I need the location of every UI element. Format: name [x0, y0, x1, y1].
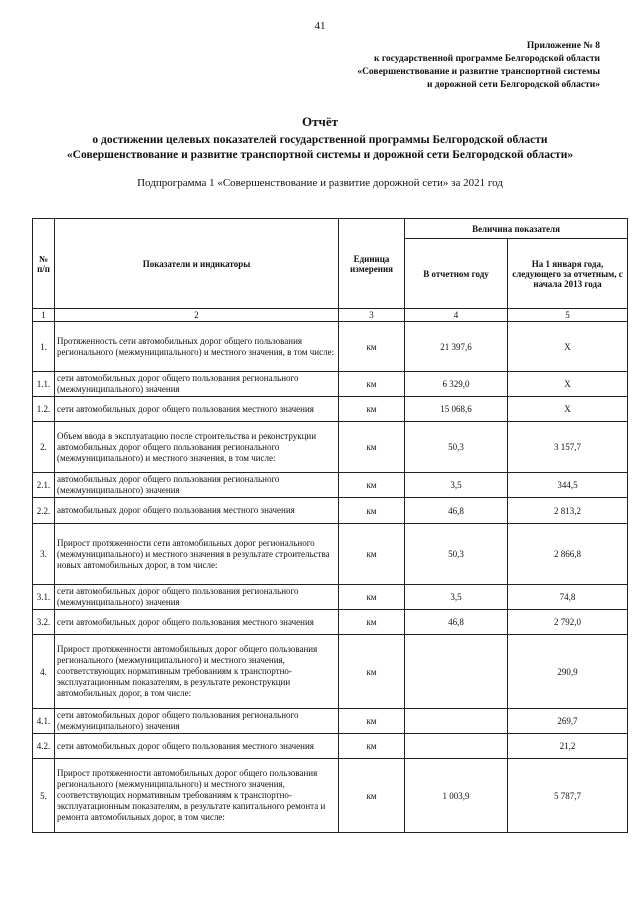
row-number: 4.1.: [33, 709, 55, 734]
reporting-year-value: 15 068,6: [405, 397, 508, 422]
column-number: 2: [55, 309, 339, 322]
indicator-name: автомобильных дорог общего пользования местного значения: [55, 498, 339, 524]
reporting-year-value: 46,8: [405, 498, 508, 524]
cumulative-value: 3 157,7: [508, 422, 628, 473]
column-number: 4: [405, 309, 508, 322]
cumulative-value: Х: [508, 322, 628, 372]
unit: км: [339, 585, 405, 610]
unit: км: [339, 397, 405, 422]
reporting-year-value: [405, 635, 508, 709]
indicator-name: сети автомобильных дорог общего пользования местного значения: [55, 397, 339, 422]
table-row: [33, 635, 628, 709]
table-row: [33, 610, 628, 635]
header-reporting-year: В отчетном году: [405, 239, 508, 309]
cumulative-value: 290,9: [508, 635, 628, 709]
cumulative-value: Х: [508, 372, 628, 397]
header-since-2013: На 1 января года, следующего за отчетным, с начала 2013 года: [508, 239, 628, 309]
table-row: [33, 759, 628, 833]
table-row: [33, 709, 628, 734]
unit: км: [339, 498, 405, 524]
unit: км: [339, 322, 405, 372]
indicator-name: автомобильных дорог общего пользования регионального (межмуниципального) значения: [55, 473, 339, 498]
indicator-name: сети автомобильных дорог общего пользования местного значения: [55, 610, 339, 635]
row-number: 1.1.: [33, 372, 55, 397]
cumulative-value: 21,2: [508, 734, 628, 759]
cumulative-value: 2 813,2: [508, 498, 628, 524]
reporting-year-value: 3,5: [405, 473, 508, 498]
row-number: 1.: [33, 322, 55, 372]
cumulative-value: 2 792,0: [508, 610, 628, 635]
appendix-line-3: «Совершенствование и развитие транспортной системы: [357, 67, 600, 77]
appendix-line-1: Приложение № 8: [526, 41, 600, 51]
indicators-table: [32, 218, 628, 833]
cumulative-value: 5 787,7: [508, 759, 628, 833]
unit: км: [339, 610, 405, 635]
unit: км: [339, 524, 405, 585]
header-unit: Единица измерения: [339, 219, 405, 309]
cumulative-value: 2 866,8: [508, 524, 628, 585]
column-number: 5: [508, 309, 628, 322]
unit: км: [339, 759, 405, 833]
unit: км: [339, 734, 405, 759]
row-number: 4.2.: [33, 734, 55, 759]
row-number: 3.2.: [33, 610, 55, 635]
indicator-name: сети автомобильных дорог общего пользования местного значения: [55, 734, 339, 759]
row-number: 3.: [33, 524, 55, 585]
indicator-name: Объем ввода в эксплуатацию после строительства и реконструкции автомобильных дорог общего пользования регионального (межмуниципального) и местного значения, в том числе:: [55, 422, 339, 473]
table-row: [33, 322, 628, 372]
row-number: 3.1.: [33, 585, 55, 610]
table-row: [33, 734, 628, 759]
table-row: [33, 372, 628, 397]
appendix-line-4: и дорожной сети Белгородской области»: [426, 80, 600, 90]
reporting-year-value: [405, 709, 508, 734]
row-number: 4.: [33, 635, 55, 709]
header-num: № п/п: [33, 219, 55, 309]
indicator-name: сети автомобильных дорог общего пользования регионального (межмуниципального) значения: [55, 585, 339, 610]
row-number: 2.: [33, 422, 55, 473]
column-number-row: [33, 309, 628, 322]
unit: км: [339, 473, 405, 498]
table-row: [33, 585, 628, 610]
cumulative-value: 344,5: [508, 473, 628, 498]
page-number: 41: [314, 20, 326, 32]
appendix-line-2: к государственной программе Белгородской области: [373, 54, 600, 64]
report-title: Отчёт: [302, 114, 338, 129]
subprogram-title: Подпрограмма 1 «Совершенствование и развитие дорожной сети» за 2021 год: [137, 177, 503, 189]
table-row: [33, 422, 628, 473]
row-number: 2.1.: [33, 473, 55, 498]
cumulative-value: 74,8: [508, 585, 628, 610]
row-number: 2.2.: [33, 498, 55, 524]
unit: км: [339, 372, 405, 397]
table-row: [33, 524, 628, 585]
row-number: 1.2.: [33, 397, 55, 422]
indicator-name: Прирост протяженности автомобильных дорог общего пользования регионального (межмуниципального) и местного значения, соответствующих нормативным требованиям к транспортно-эксплуатационным показателям, в результате капитального ремонта и ремонта автомобильных дорог, в том числе:: [55, 759, 339, 833]
indicator-name: сети автомобильных дорог общего пользования регионального (межмуниципального) значения: [55, 709, 339, 734]
reporting-year-value: 21 397,6: [405, 322, 508, 372]
unit: км: [339, 422, 405, 473]
table-row: [33, 397, 628, 422]
table-row: [33, 498, 628, 524]
reporting-year-value: 6 329,0: [405, 372, 508, 397]
indicator-name: Прирост протяженности сети автомобильных дорог регионального (межмуниципального) и местного значения в результате строительства новых автомобильных дорог, в том числе:: [55, 524, 339, 585]
cumulative-value: 269,7: [508, 709, 628, 734]
reporting-year-value: 46,8: [405, 610, 508, 635]
table-row: [33, 473, 628, 498]
report-subtitle: [0, 133, 640, 163]
column-number: 1: [33, 309, 55, 322]
indicator-name: сети автомобильных дорог общего пользования регионального (межмуниципального) значения: [55, 372, 339, 397]
column-number: 3: [339, 309, 405, 322]
report-subtitle-line-1: о достижении целевых показателей государственной программы Белгородской области: [92, 134, 548, 146]
indicator-name: Протяженность сети автомобильных дорог общего пользования регионального (межмуниципального) и местного значения, в том числе:: [55, 322, 339, 372]
unit: км: [339, 709, 405, 734]
unit: км: [339, 635, 405, 709]
reporting-year-value: 1 003,9: [405, 759, 508, 833]
reporting-year-value: [405, 734, 508, 759]
indicator-name: Прирост протяженности автомобильных дорог общего пользования регионального (межмуниципального) и местного значения, соответствующих нормативным требованиям к транспортно-эксплуатационным показателям, в результате реконструкции автомобильных дорог, в том числе:: [55, 635, 339, 709]
reporting-year-value: 50,3: [405, 524, 508, 585]
report-subtitle-line-2: «Совершенствование и развитие транспортной системы и дорожной сети Белгородской области»: [66, 149, 574, 161]
reporting-year-value: 3,5: [405, 585, 508, 610]
header-indicator: Показатели и индикаторы: [55, 219, 339, 309]
row-number: 5.: [33, 759, 55, 833]
cumulative-value: Х: [508, 397, 628, 422]
header-value-group: Величина показателя: [405, 219, 628, 239]
reporting-year-value: 50,3: [405, 422, 508, 473]
table-body: [33, 309, 628, 833]
appendix-header: [300, 40, 600, 92]
